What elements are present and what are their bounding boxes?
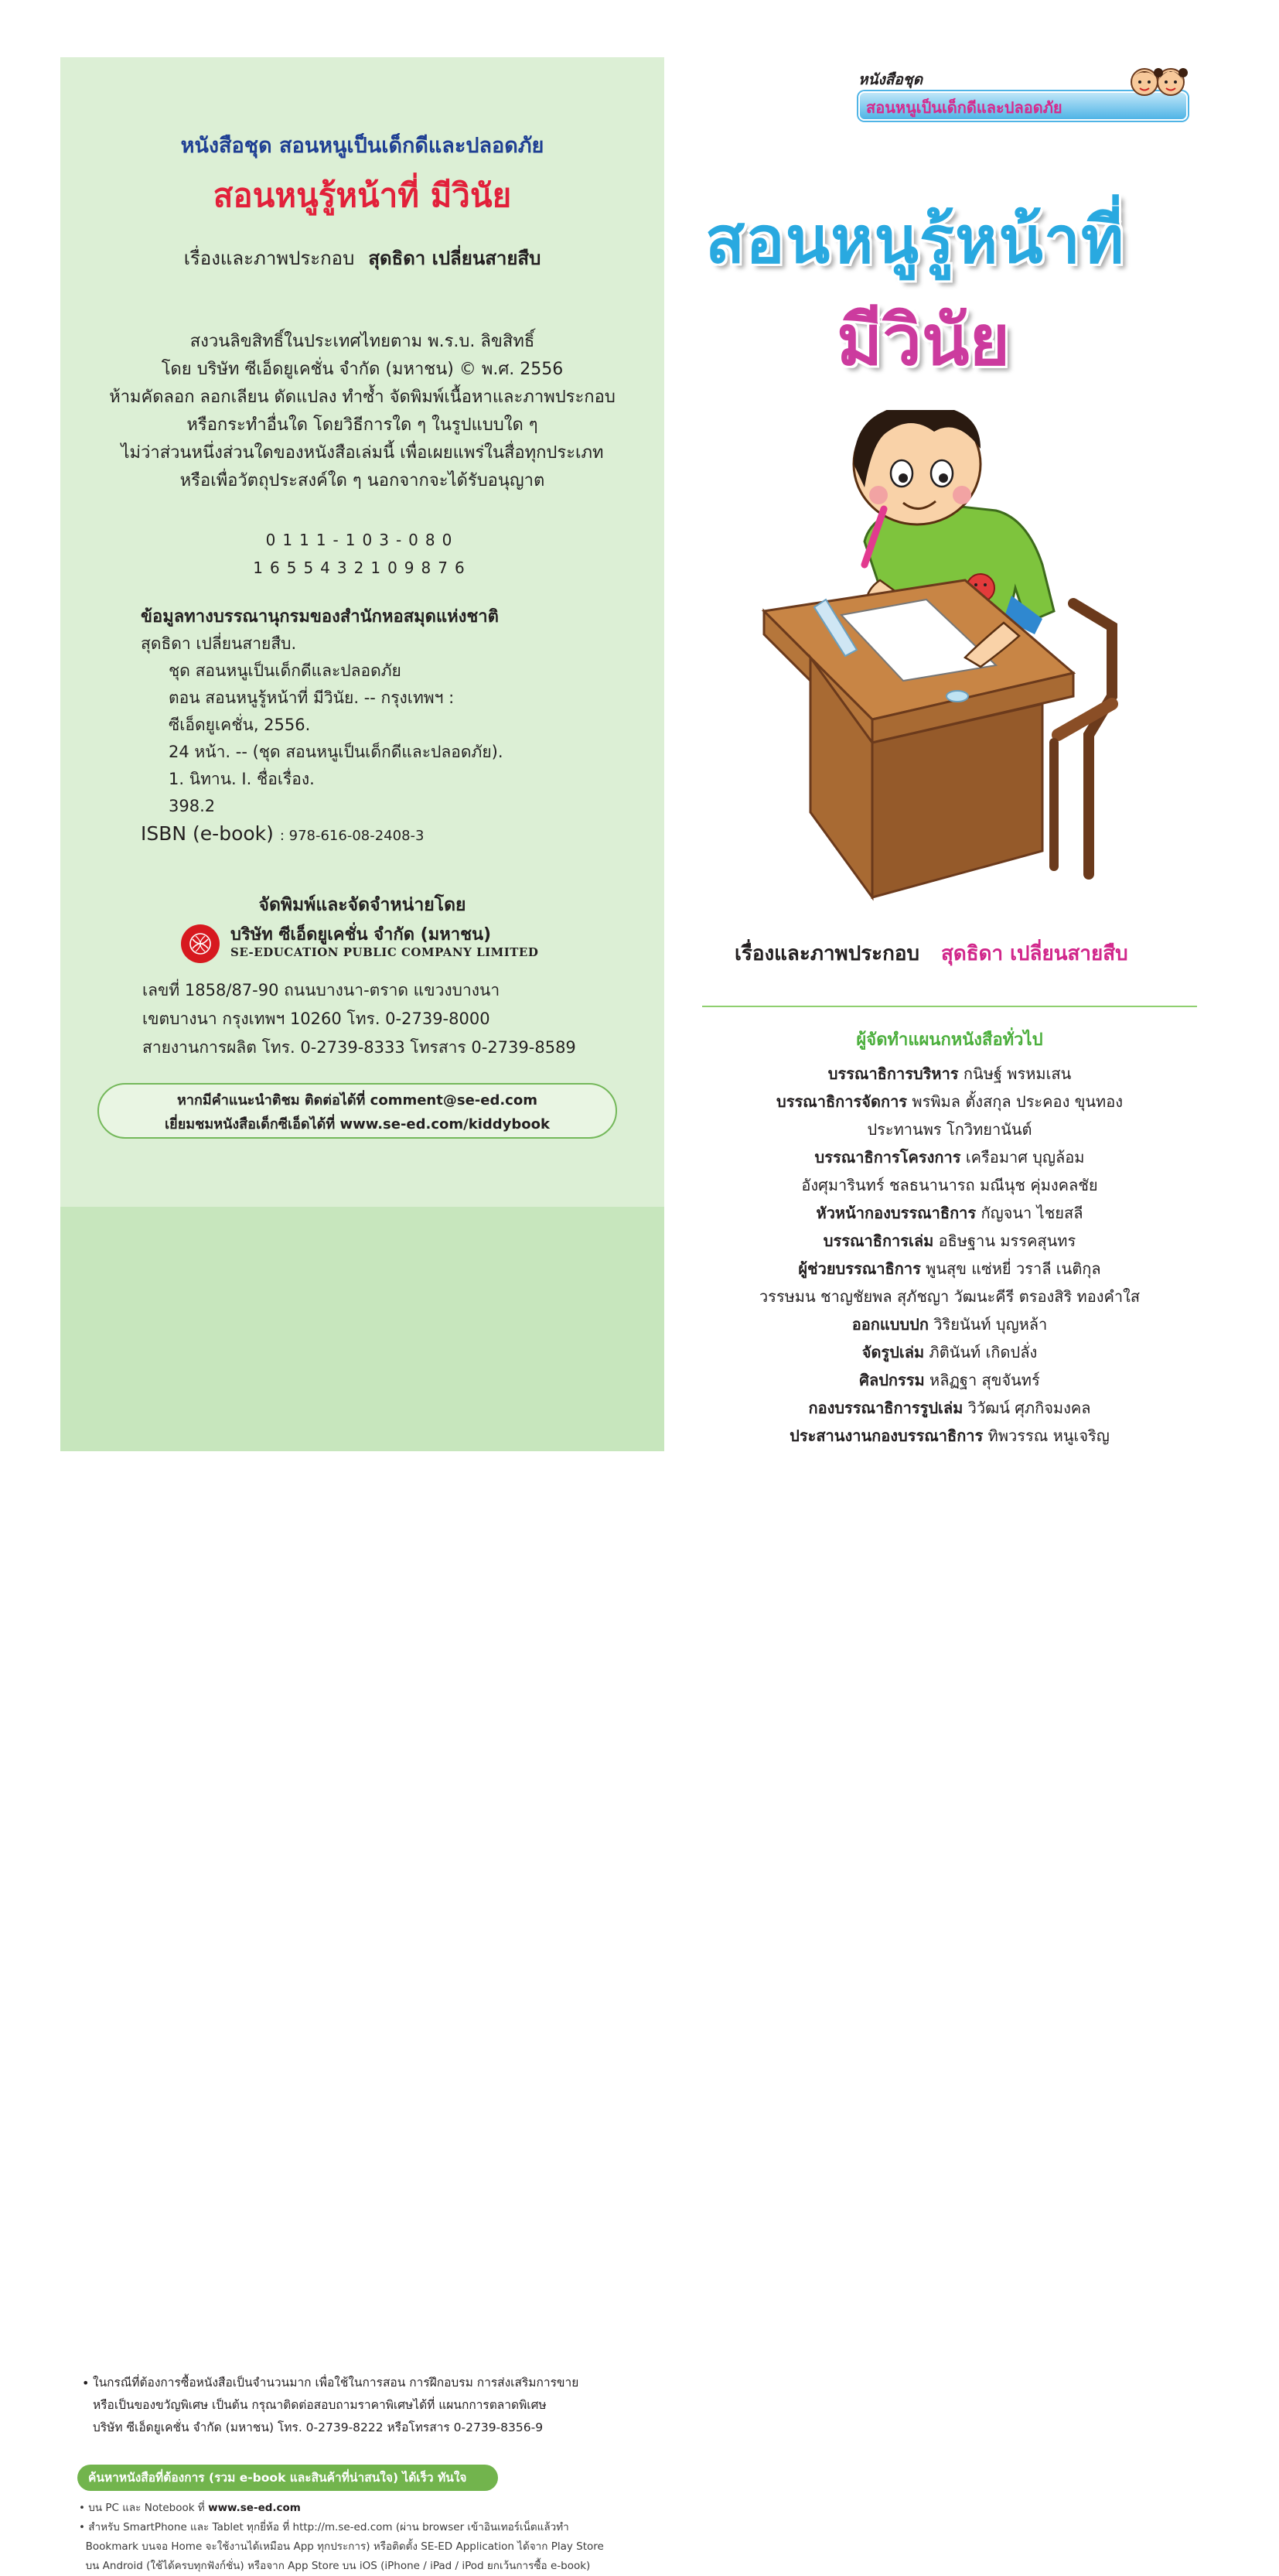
cover-author-name: สุดธิดา เปลี่ยนสายสืบ <box>941 942 1128 965</box>
catalog-line: 1. นิทาน. I. ชื่อเรื่อง. <box>169 770 315 788</box>
catalog-line: 398.2 <box>169 797 216 815</box>
staff-names: ทิพวรรณ หนูเจริญ <box>987 1426 1110 1445</box>
staff-role: ประสานงานกองบรรณาธิการ <box>790 1426 984 1445</box>
catalog-line: 24 หน้า. -- (ชุด สอนหนูเป็นเด็กดีและปลอดภัย). <box>169 743 503 761</box>
staff-names: ภิตินันท์ เกิดปลั่ง <box>929 1343 1038 1361</box>
staff-role: บรรณาธิการโครงการ <box>814 1148 961 1167</box>
badge-series-name: สอนหนูเป็นเด็กดีและปลอดภัย <box>858 91 1188 121</box>
isbn-value: : 978-616-08-2408-3 <box>279 828 425 844</box>
se-ed-logo-icon <box>181 924 220 963</box>
tip-pc-text: บน PC และ Notebook ที่ <box>88 2502 205 2514</box>
catalog-line: ตอน สอนหนูรู้หน้าที่ มีวินัย. -- กรุงเทพฯ : <box>169 688 455 707</box>
staff-names: กัญจนา ไชยสลี <box>981 1204 1083 1222</box>
staff-list <box>702 1060 1197 1450</box>
company-name-english: SE-EDUCATION PUBLIC COMPANY LIMITED <box>230 945 539 959</box>
contact-box <box>97 1083 617 1139</box>
tip-mobile-line: • สำหรับ SmartPhone และ Tablet ทุกยี่ห้อ ที่ http://m.se-ed.com (ผ่าน browser เข้าอินเทอร์เน็ตแล้วทำ <box>79 2521 569 2533</box>
cover-title-line2: มีวินัย <box>837 300 1011 381</box>
staff-names: พูนสุข แซ่หยี่ วราลี เนติกุล <box>926 1259 1101 1278</box>
staff-names: วรรษมน ชาญชัยพล สุภัชญา วัฒนะคีรี ตรองสิริ ทองคำใส <box>759 1287 1141 1306</box>
address-line: เขตบางนา กรุงเทพฯ 10260 โทร. 0-2739-8000 <box>142 1010 490 1028</box>
boy-writing-illustration <box>749 410 1151 905</box>
staff-row <box>702 1422 1197 1450</box>
staff-role: หัวหน้ากองบรรณาธิการ <box>816 1204 977 1222</box>
copyright-line: ไม่ว่าส่วนหนึ่งส่วนใดของหนังสือเล่มนี้ เพื่อเผยแพร่ในสื่อทุกประเภท <box>121 443 604 463</box>
staff-names: พรพิมล ตั้งสกุล ประคอง ขุนทอง <box>912 1092 1123 1111</box>
isbn <box>141 820 636 849</box>
tip-mobile-line <box>79 2537 659 2557</box>
staff-role: บรรณาธิการเล่ม <box>823 1232 934 1250</box>
staff-names: กนิษฐ์ พรหมเสน <box>963 1064 1072 1083</box>
company-name-thai: บริษัท ซีเอ็ดยูเคชั่น จำกัด (มหาชน) <box>230 925 492 945</box>
copyright-line: หรือเพื่อวัตถุประสงค์ใด ๆ นอกจากจะได้รับอนุญาต <box>179 471 545 490</box>
staff-names: อธิษฐาน มรรคสุนทร <box>938 1232 1076 1250</box>
staff-role: บรรณาธิการจัดการ <box>776 1092 908 1111</box>
cover-author-credit <box>735 938 1128 969</box>
copyright-line: โดย บริษัท ซีเอ็ดยูเคชั่น จำกัด (มหาชน) © พ.ศ. 2556 <box>161 360 564 379</box>
staff-row <box>702 1171 1197 1199</box>
staff-names: วิริยนันท์ บุญหล้า <box>933 1315 1048 1334</box>
staff-names: เครือมาศ บุญล้อม <box>965 1148 1085 1167</box>
staff-row <box>702 1283 1197 1310</box>
cover-title-line1: สอนหนูรู้หน้าที่ <box>705 202 1125 278</box>
tip-mobile-text: บน Android (ใช้ได้ครบทุกฟังก์ชั่น) หรือจาก App Store บน iOS (iPhone / iPad / iPod ยกเว้นการซื้อ e-book) <box>85 2560 591 2572</box>
staff-row <box>702 1088 1197 1115</box>
staff-row <box>702 1060 1197 1088</box>
bulk-order-panel <box>60 1207 664 2572</box>
cover-author-label: เรื่องและภาพประกอบ <box>735 942 919 965</box>
staff-role: ผู้ช่วยบรรณาธิการ <box>798 1259 921 1278</box>
staff-role: กองบรรณาธิการรูปเล่ม <box>808 1399 964 1417</box>
bullet-icon: • <box>82 2376 90 2390</box>
address-line: สายงานการผลิต โทร. 0-2739-8333 โทรสาร 0-2739-8589 <box>142 1038 576 1057</box>
series-title: หนังสือชุด สอนหนูเป็นเด็กดีและปลอดภัย <box>180 134 544 158</box>
bulk-line: บริษัท ซีเอ็ดยูเคชั่น จำกัด (มหาชน) โทร. 0-2739-8222 หรือโทรสาร 0-2739-8356-9 <box>93 2421 544 2434</box>
staff-role: ออกแบบปก <box>851 1315 929 1334</box>
staff-names: อังศุมารินทร์ ชลธนานารถ มณีนุช คุ่มงคลชัย <box>801 1176 1098 1194</box>
printing-code: 1655432109876 <box>253 559 472 577</box>
divider <box>702 1006 1197 1007</box>
isbn-label: ISBN (e-book) <box>141 822 274 845</box>
address-line: เลขที่ 1858/87-90 ถนนบางนา-ตราด แขวงบางนา <box>142 981 500 999</box>
staff-row <box>702 1394 1197 1422</box>
author-name: สุดธิดา เปลี่ยนสายสืบ <box>368 248 541 269</box>
tip-pc: • บน PC และ Notebook ที่ www.se-ed.com <box>79 2502 301 2514</box>
staff-row <box>702 1199 1197 1227</box>
search-banner: ค้นหาหนังสือที่ต้องการ (รวม e-book และสินค้าที่น่าสนใจ) ได้เร็ว ทันใจ <box>77 2465 498 2491</box>
catalog-line: ชุด สอนหนูเป็นเด็กดีและปลอดภัย <box>169 661 401 680</box>
staff-row <box>702 1227 1197 1255</box>
staff-names: หลิฏฐา สุขจันทร์ <box>929 1371 1040 1389</box>
contact-website-line[interactable]: เยี่ยมชมหนังสือเด็กซีเอ็ดได้ที่ www.se-ed.com/kiddybook <box>165 1116 550 1133</box>
catalog-author: สุดธิดา เปลี่ยนสายสืบ. <box>141 634 297 653</box>
contact-email-line[interactable]: หากมีคำแนะนำติชม ติดต่อได้ที่ comment@se-ed.com <box>177 1092 537 1109</box>
staff-row <box>702 1143 1197 1171</box>
bulk-order-info <box>82 2372 654 2439</box>
staff-role: ศิลปกรรม <box>859 1371 925 1389</box>
staff-names: วิวัฒน์ ศุภกิจมงคล <box>967 1399 1091 1417</box>
catalog-heading: ข้อมูลทางบรรณานุกรมของสำนักหอสมุดแห่งชาติ <box>141 607 499 627</box>
author-credit <box>60 243 664 273</box>
staff-role: จัดรูปเล่ม <box>861 1343 925 1361</box>
bulk-line: ในกรณีที่ต้องการซื้อหนังสือเป็นจำนวนมาก เพื่อใช้ในการสอน การฝึกอบรม การส่งเสริมการขาย <box>93 2376 579 2390</box>
copyright-line: หรือกระทำอื่นใด โดยวิธีการใด ๆ ในรูปแบบใด ๆ <box>186 415 538 435</box>
staff-row <box>702 1255 1197 1283</box>
copyright-panel <box>60 57 664 2572</box>
kids-mascot-icon <box>1127 60 1189 101</box>
tip-mobile-line <box>79 2557 659 2576</box>
book-title: สอนหนูรู้หน้าที่ มีวินัย <box>213 176 512 214</box>
catalog-data <box>141 603 636 849</box>
copyright-line: ห้ามคัดลอก ลอกเลียน ดัดแปลง ทำซ้ำ จัดพิมพ์เนื้อหาและภาพประกอบ <box>109 388 616 407</box>
bulk-line: หรือเป็นของขวัญพิเศษ เป็นต้น กรุณาติดต่อสอบถามราคาพิเศษได้ที่ แผนกการตลาดพิเศษ <box>93 2398 547 2412</box>
online-tips <box>79 2499 659 2576</box>
copyright-notice <box>60 328 664 495</box>
product-code: 0111-103-080 <box>265 531 459 549</box>
publisher-heading: จัดพิมพ์และจัดจำหน่ายโดย <box>258 895 466 915</box>
author-label: เรื่องและภาพประกอบ <box>183 248 355 269</box>
staff-row <box>702 1115 1197 1143</box>
badge-prefix: หนังสือชุด <box>858 71 923 88</box>
staff-names: ประทานพร โกวิทยานันต์ <box>867 1120 1032 1139</box>
website-link[interactable]: www.se-ed.com <box>208 2502 301 2514</box>
tip-mobile-text: สำหรับ SmartPhone และ Tablet ทุกยี่ห้อ ที่ http://m.se-ed.com (ผ่าน browser เข้าอินเทอร์เน็ตแล้วทำ <box>88 2521 569 2533</box>
publisher-address <box>142 976 637 1062</box>
catalog-line: ซีเอ็ดยูเคชั่น, 2556. <box>169 716 311 734</box>
staff-role: บรรณาธิการบริหาร <box>827 1064 959 1083</box>
tip-mobile-text: Bookmark บนจอ Home จะใช้งานได้เหมือน App ทุกประการ) หรือติดตั้ง SE-ED Application ได้จาก Play Store <box>85 2540 604 2553</box>
print-codes <box>60 526 664 582</box>
copyright-line: สงวนลิขสิทธิ์ในประเทศไทยตาม พ.ร.บ. ลิขสิทธิ์ <box>189 332 535 351</box>
staff-row <box>702 1366 1197 1394</box>
staff-row <box>702 1310 1197 1338</box>
staff-heading: ผู้จัดทำแผนกหนังสือทั่วไป <box>856 1030 1043 1050</box>
staff-row <box>702 1338 1197 1366</box>
